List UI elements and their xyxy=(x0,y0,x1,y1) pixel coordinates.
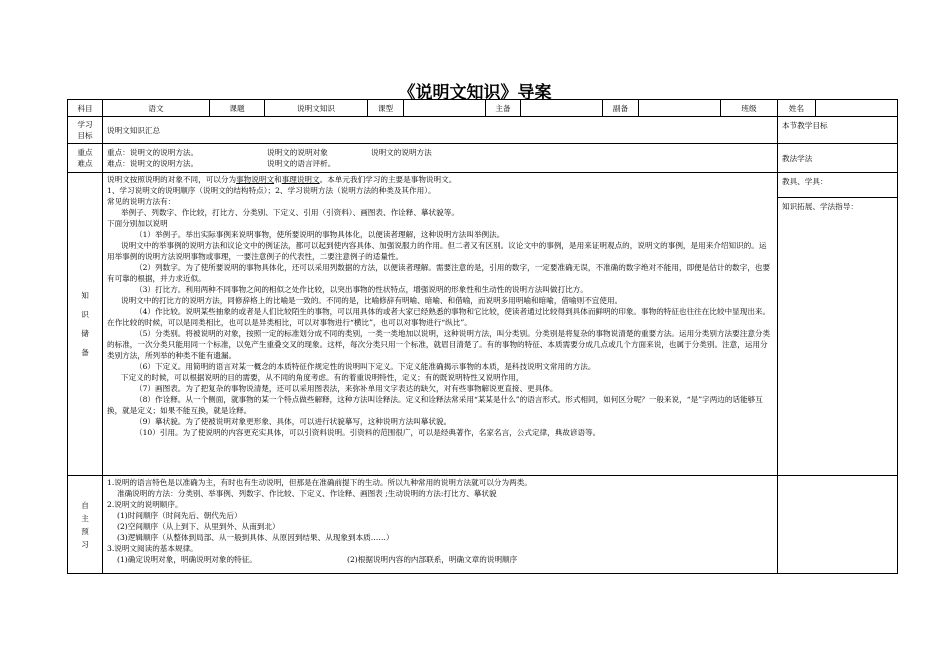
assist-label: 副备 xyxy=(603,100,639,117)
key-method: 说明文的说明方法 xyxy=(371,148,432,157)
topic-label: 课题 xyxy=(210,100,265,117)
preview-last-line: (1)确定说明对象，明确说明对象的特征。 (2)根据说明内容的内部联系，明确文章的说明顺序 xyxy=(117,555,518,564)
lead-value[interactable] xyxy=(521,100,603,117)
name-value[interactable] xyxy=(816,100,898,117)
type-value[interactable] xyxy=(404,100,486,117)
knowledge-line: （6）下定义。用简明的语言对某一概念的本质特征作规定性的说明叫下定义。下定义能准确揭示事物的本质，是科技说明文常用的方法。 xyxy=(135,362,596,371)
goal-content: 说明文知识汇总 xyxy=(103,117,778,144)
knowledge-line: （4）作比较。说明某些抽象的或者是人们比较陌生的事物，可以用具体的或者大家已经熟悉的事物和它比较，使读者通过比较得到具体而鲜明的印象。事物的特征也往往在比较中显现出来。在作比较的时候，可以是同类相比，也可以是异类相比，可以对事物进行“横比”，也可以对事物进行“纵比”。 xyxy=(107,307,771,327)
key-content xyxy=(103,144,778,173)
goal-right-note: 本节教学目标 xyxy=(778,117,898,144)
knowledge-line: 说明文中的举事例的说明方法和议论文中的例证法，都可以起到使内容具体、加强说服力的作用。但二者又有区别。议论文中的事例，是用来证明观点的，说明文的事例，是用来介绍知识的。运用举事例的说明方法说明事物或事理，一要注意例子的代表性，二要注意例子的适量性。 xyxy=(107,241,767,261)
preview-label: 自 主 预 习 xyxy=(68,476,103,574)
preview-right-empty xyxy=(778,476,898,574)
preview-row xyxy=(68,476,898,574)
knowledge-line: 1、学习说明文的说明顺序（说明文的结构特点）；2、学习说明方法（说明方法的种类及其作用）。 xyxy=(107,186,436,195)
knowledge-line: （5）分类别。将被说明的对象，按照一定的标准划分成不同的类别，一类一类地加以说明，这种说明方法，叫分类别。分类别是将复杂的事物说清楚的重要方法。运用分类别方法要注意分类的标准，一次分类只能用同一个标准，以免产生重叠交叉的现象。这样，每次分类只用一个标准，就眉目清楚了。有的事物的特征、本质需要分成几点或几个方面来说，也属于分类别。注意，运用分类别方法，所列举的种类不能有遗漏。 xyxy=(107,329,771,360)
subject-value: 语文 xyxy=(103,100,210,117)
knowledge-right-notes xyxy=(778,173,898,476)
knowledge-line: 举例子、列数字、作比较，打比方、分类别、下定义、引用（引资料）、画图表、作诠释、摹状貌等。 xyxy=(121,208,459,217)
assist-value[interactable] xyxy=(639,100,721,117)
knowledge-line: （2）列数字。为了使所要说明的事物具体化，还可以采用列数据的方法，以便读者理解。需要注意的是，引用的数字，一定要准确无误，不准确的数字绝对不能用，即便是估计的数字，也要有可靠的根据，并力求近似。 xyxy=(107,263,771,283)
knowledge-line: （10）引用。为了使说明的内容更充实具体，可以引资料说明。引资料的范围很广，可以是经典著作，名家名言，公式定律，典故谚语等。 xyxy=(135,428,601,437)
knowledge-line: 说明文中的打比方的说明方法，同修辞格上的比喻是一致的。不同的是，比喻修辞有明喻、暗喻、和借喻，而说明多用明喻和暗喻，借喻则不宜使用。 xyxy=(121,296,623,305)
preview-line: (3)逻辑顺序（从整体到局部、从一般到具体、从原因到结果、从现象到本质……） xyxy=(117,533,394,542)
guide-table xyxy=(67,99,898,574)
key-row xyxy=(68,144,898,173)
goal-row xyxy=(68,117,898,144)
knowledge-line: 下定义的时候，可以根据说明的目的需要，从不同的角度考虑。有的着重说明特性，定义；有的既说明特性又说明作用， xyxy=(121,373,524,382)
knowledge-content xyxy=(103,173,778,476)
method-guide-note: 知识拓展、学法指导： xyxy=(782,202,858,211)
key-object: 说明文的说明对象 xyxy=(267,148,328,157)
topic-value: 说明文知识 xyxy=(265,100,368,117)
preview-content xyxy=(103,476,778,574)
knowledge-line: （9）摹状貌。为了使被说明对象更形象、具体，可以进行状貌摹写，这种说明方法叫摹状貌。 xyxy=(135,417,452,426)
preview-line: 1.说明的语言特色是以准确为主，有时也有生动说明，但那是在准确前提下的生动。所以九种常用的说明方法就可以分为两类。 xyxy=(107,478,532,487)
knowledge-intro: 说明文按照说明的对象不同，可以分为事物说明文和事理说明文。本单元我们学习的主要是事物说明文。 xyxy=(107,175,457,184)
name-label: 姓名 xyxy=(778,100,816,117)
knowledge-row xyxy=(68,173,898,476)
knowledge-line: （1）举例子。举出实际事例来说明事物，使所要说明的事物具体化，以便读者理解，这种说明方法叫举例法。 xyxy=(135,230,505,239)
lead-label: 主备 xyxy=(486,100,521,117)
preview-line: (1)时间顺序（时间先后、朝代先后） xyxy=(117,511,242,520)
knowledge-line: 常见的说明方法有： xyxy=(107,197,176,206)
knowledge-line: （8）作诠释。从一个侧面，就事物的某一个特点做些解释，这种方法叫诠释法。定义和诠释法常采用“某某是什么”的语言形式。形式相同，如何区分呢？一般来说，“是”字两边的话能够互换，就是定义；如果不能互换，就是诠释。 xyxy=(107,395,763,415)
header-row xyxy=(68,100,898,117)
knowledge-label: 知 识 储 备 xyxy=(68,173,103,476)
difficult-point: 难点：说明文的说明方法。 xyxy=(107,159,199,168)
knowledge-line: （3）打比方。利用两种不同事物之间的相似之处作比较，以突出事物的性状特点，增强说明的形象性和生动性的说明方法叫做打比方。 xyxy=(135,285,588,294)
key-point: 重点：说明文的说明方法。 xyxy=(107,148,199,157)
tools-note: 教具、学具： xyxy=(778,173,897,198)
knowledge-line: （7）画图表。为了把复杂的事物说清楚，还可以采用图表法，来弥补单用文字表达的缺欠，对有些事物解说更直接、更具体。 xyxy=(135,384,558,393)
type-label: 课型 xyxy=(368,100,404,117)
preview-line: 准确说明的方法：分类别、举事例、列数字、作比较、下定义、作诠释、画图表 ;生动说明的方法:打比方、摹状貌 xyxy=(117,489,497,498)
page-title: 《说明文知识》导案 xyxy=(398,83,552,103)
key-label: 重点 难点 xyxy=(68,144,103,173)
preview-line: 2.说明文的说明顺序。 xyxy=(107,500,183,509)
subject-label: 科目 xyxy=(68,100,103,117)
goal-label: 学习 目标 xyxy=(68,117,103,144)
class-label: 班级 xyxy=(721,100,778,117)
preview-line: 3.说明文阅读的基本规律。 xyxy=(107,544,198,553)
preview-line: (2)空间顺序（从上到下、从里到外、从南到北） xyxy=(117,522,280,531)
key-right-note: 教法学法 xyxy=(778,144,898,173)
difficult-language: 说明文的语言评析。 xyxy=(267,159,336,168)
knowledge-line: 下面分别加以说明 xyxy=(107,219,168,228)
